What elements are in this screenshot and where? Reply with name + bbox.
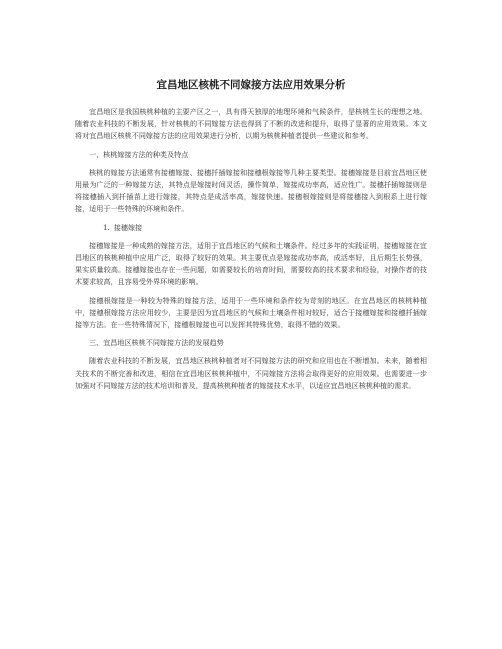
section-heading-3: 三、宜昌地区核桃不同嫁接方法的发展趋势 bbox=[89, 338, 224, 348]
document-title: 宜昌地区核桃不同嫁接方法应用效果分析 bbox=[156, 79, 346, 91]
section-3-paragraph: 随着农业科技的不断发展，宜昌地区核桃种植者对不同嫁接方法的研究和应用也在不断增加。未来，随着相关技术的不断完善和改进，相信在宜昌地区核桃种植中，不同嫁接方法将会取得更好的应用效果。也需要进一步加强对不同嫁接方法的技术培训和普及，提高核桃种植者的嫁接技术水平，以适应宜昌地区核桃种植的需求。 bbox=[75, 356, 427, 390]
section-1-paragraph: 核桃的嫁接方法通常有接穗嫁接、接穗扦插嫁接和接穗根嫁接等几种主要类型。接穗嫁接是目前宜昌地区使用最为广泛的一种嫁接方法，其特点是嫁接时间灵活，操作简单，嫁接成功率高，适应性广。接穗扦插嫁接则是将接穗插入到扦插苗上进行嫁接，其特点是成活率高，嫁接快速。接穗根嫁接则是将接穗接入到根系上进行嫁接，适用于一些特殊的环境和条件。 bbox=[75, 167, 427, 214]
subsection-heading-1 bbox=[75, 222, 427, 234]
subsection-number: 1. bbox=[103, 222, 110, 232]
subsection-1-paragraph-1: 接穗嫁接是一种成熟的嫁接方法，适用于宜昌地区的气候和土壤条件。经过多年的实践证明，接穗嫁接在宜昌地区的核桃种植中应用广泛，取得了较好的效果。其主要优点是嫁接成功率高，成活率好，且后期生长势强，果实质量较高。接穗嫁接也存在一些问题，如需要较长的培育时间，需要较高的技术要求和经验，对操作者的技术要求较高，且容易受外界环境的影响。 bbox=[75, 240, 427, 287]
subsection-1-paragraph-2: 接穗根嫁接是一种较为特殊的嫁接方法，适用于一些环境和条件较为苛刻的地区。在宜昌地区的核桃种植中，接穗根嫁接方法应用较少，主要是因为宜昌地区的气候和土壤条件相对较好，适合于接穗嫁接和接穗扦插嫁接等方法。在一些特殊情况下，接穗根嫁接也可以发挥其特殊优势，取得不错的效果。 bbox=[75, 295, 427, 330]
intro-paragraph: 宜昌地区是我国核桃种植的主要产区之一，具有得天独厚的地理环境和气候条件，是核桃生长的理想之地。随着农业科技的不断发展，针对核桃的不同嫁接方法也得到了不断的改进和提升，取得了显著的应用效果。本文将对宜昌地区核桃不同嫁接方法的应用效果进行分析，以期为核桃种植者提供一些建议和参考。 bbox=[75, 107, 427, 141]
subsection-heading-text: 接穗嫁接 bbox=[113, 222, 143, 232]
section-heading-1: 一、核桃嫁接方法的种类及特点 bbox=[89, 149, 189, 159]
